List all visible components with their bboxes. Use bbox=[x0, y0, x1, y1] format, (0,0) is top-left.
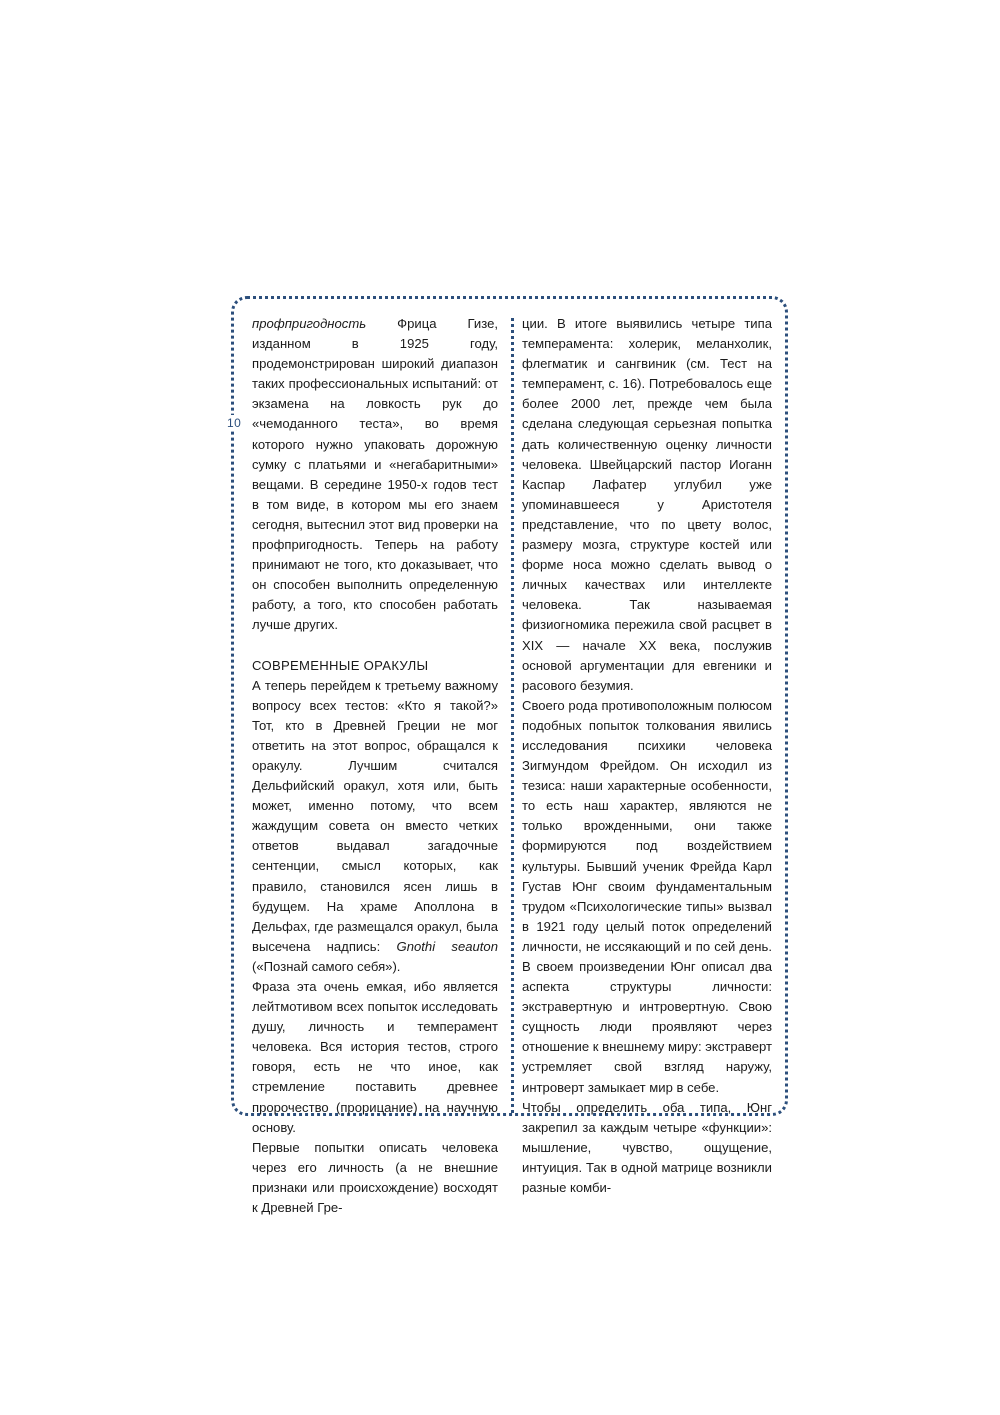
left-paragraph-2 bbox=[252, 676, 498, 977]
page-number: 10 bbox=[227, 416, 242, 430]
left-column bbox=[252, 314, 498, 1218]
left-paragraph-2-before: А теперь перейдем к третьему важному вопросу всех тестов: «Кто я такой?» Тот, кто в Древней Греции не мог ответить на этот вопрос, обращался к оракулу. Лучшим считался Дельфийский оракул, хотя или, быть может, именно потому, что всем жаждущим совета он вместо четких ответов выдавал загадочные сентенции, смысл которых, как правило, становился ясен лишь в будущем. На храме Аполлона в Дельфах, где размещался оракул, была высечена надпись: bbox=[252, 677, 498, 954]
section-heading: СОВРЕМЕННЫЕ ОРАКУЛЫ bbox=[252, 657, 429, 673]
section-heading-wrap bbox=[252, 656, 498, 676]
left-paragraph-4: Первые попытки описать человека через его личность (а не внешние признаки или происхождение) восходят к Древней Гре- bbox=[252, 1139, 498, 1216]
left-paragraph-2-italic: Gnothi seauton bbox=[396, 938, 498, 954]
left-paragraph-1 bbox=[252, 314, 498, 636]
right-paragraph-3: Чтобы определить оба типа, Юнг закрепил за каждым четыре «функции»: мышление, чувство, ощущение, интуиция. Так в одной матрице возникли разные комби- bbox=[522, 1099, 772, 1196]
left-paragraph-1-text: Фрица Гизе, изданном в 1925 году, продемонстрирован широкий диапазон таких профессиональных испытаний: от экзамена на ловкость рук до «чемоданного теста», во время которого нужно упаковать дорожную сумку с платьями и «негабаритными» вещами. В середине 1950-х годов тест в том виде, в котором мы его знаем сегодня, вытеснил этот вид проверки на профпригодность. Теперь на работу принимают не того, кто доказывает, что он способен выполнить определенную работу, а того, кто способен работать лучше других. bbox=[252, 316, 498, 633]
left-paragraph-3: Фраза эта очень емкая, ибо является лейтмотивом всех попыток исследовать душу, личность и темперамент человека. Вся история тестов, строго говоря, есть не что иное, как стремление поставить древнее пророчество (прорицание) на научную основу. bbox=[252, 979, 498, 1135]
column-divider bbox=[511, 318, 514, 1113]
right-paragraph-2: Своего рода противоположным полюсом подобных попыток толкования явились исследования психики человека Зигмундом Фрейдом. Он исходил из тезиса: наши характерные особенности, то есть наш характер, являются не только врожденными, они также формируются под воздействием культуры. Бывший ученик Фрейда Карл Густав Юнг своим фундаментальным трудом «Психологические типы» вызвал в 1921 году целый поток определений личности, не иссякающий и по сей день. В своем произведении Юнг описал два аспекта структуры личности: экстравертную и интровертную. Свою сущность люди проявляют через отношение к внешнему миру: экстраверт устремляет свой взгляд наружу, интроверт замыкает мир в себе. bbox=[522, 697, 772, 1095]
left-paragraph-1-italic: профпригодность bbox=[252, 316, 367, 331]
right-column bbox=[522, 314, 772, 1198]
left-paragraph-2-after: («Познай самого себя»). bbox=[252, 958, 401, 974]
right-paragraph-1: ции. В итоге выявились четыре типа темперамента: холерик, меланхолик, флегматик и сангвиник (см. Тест на темперамент, с. 16). Потребовалось еще более 2000 лет, прежде чем была сделана следующая серьезная попытка дать количественную оценку личности человека. Швейцарский пастор Иоганн Каспар Лафатер углубил уже упоминавшееся у Аристотеля представление, что по цвету волос, размеру мозга, структуре костей или форме носа можно сделать вывод о личных качествах или интеллекте человека. Так называемая физиогномика пережила свой расцвет в XIX — начале XX века, послужив основой аргументации для евгеники и расового безумия. bbox=[522, 316, 772, 693]
